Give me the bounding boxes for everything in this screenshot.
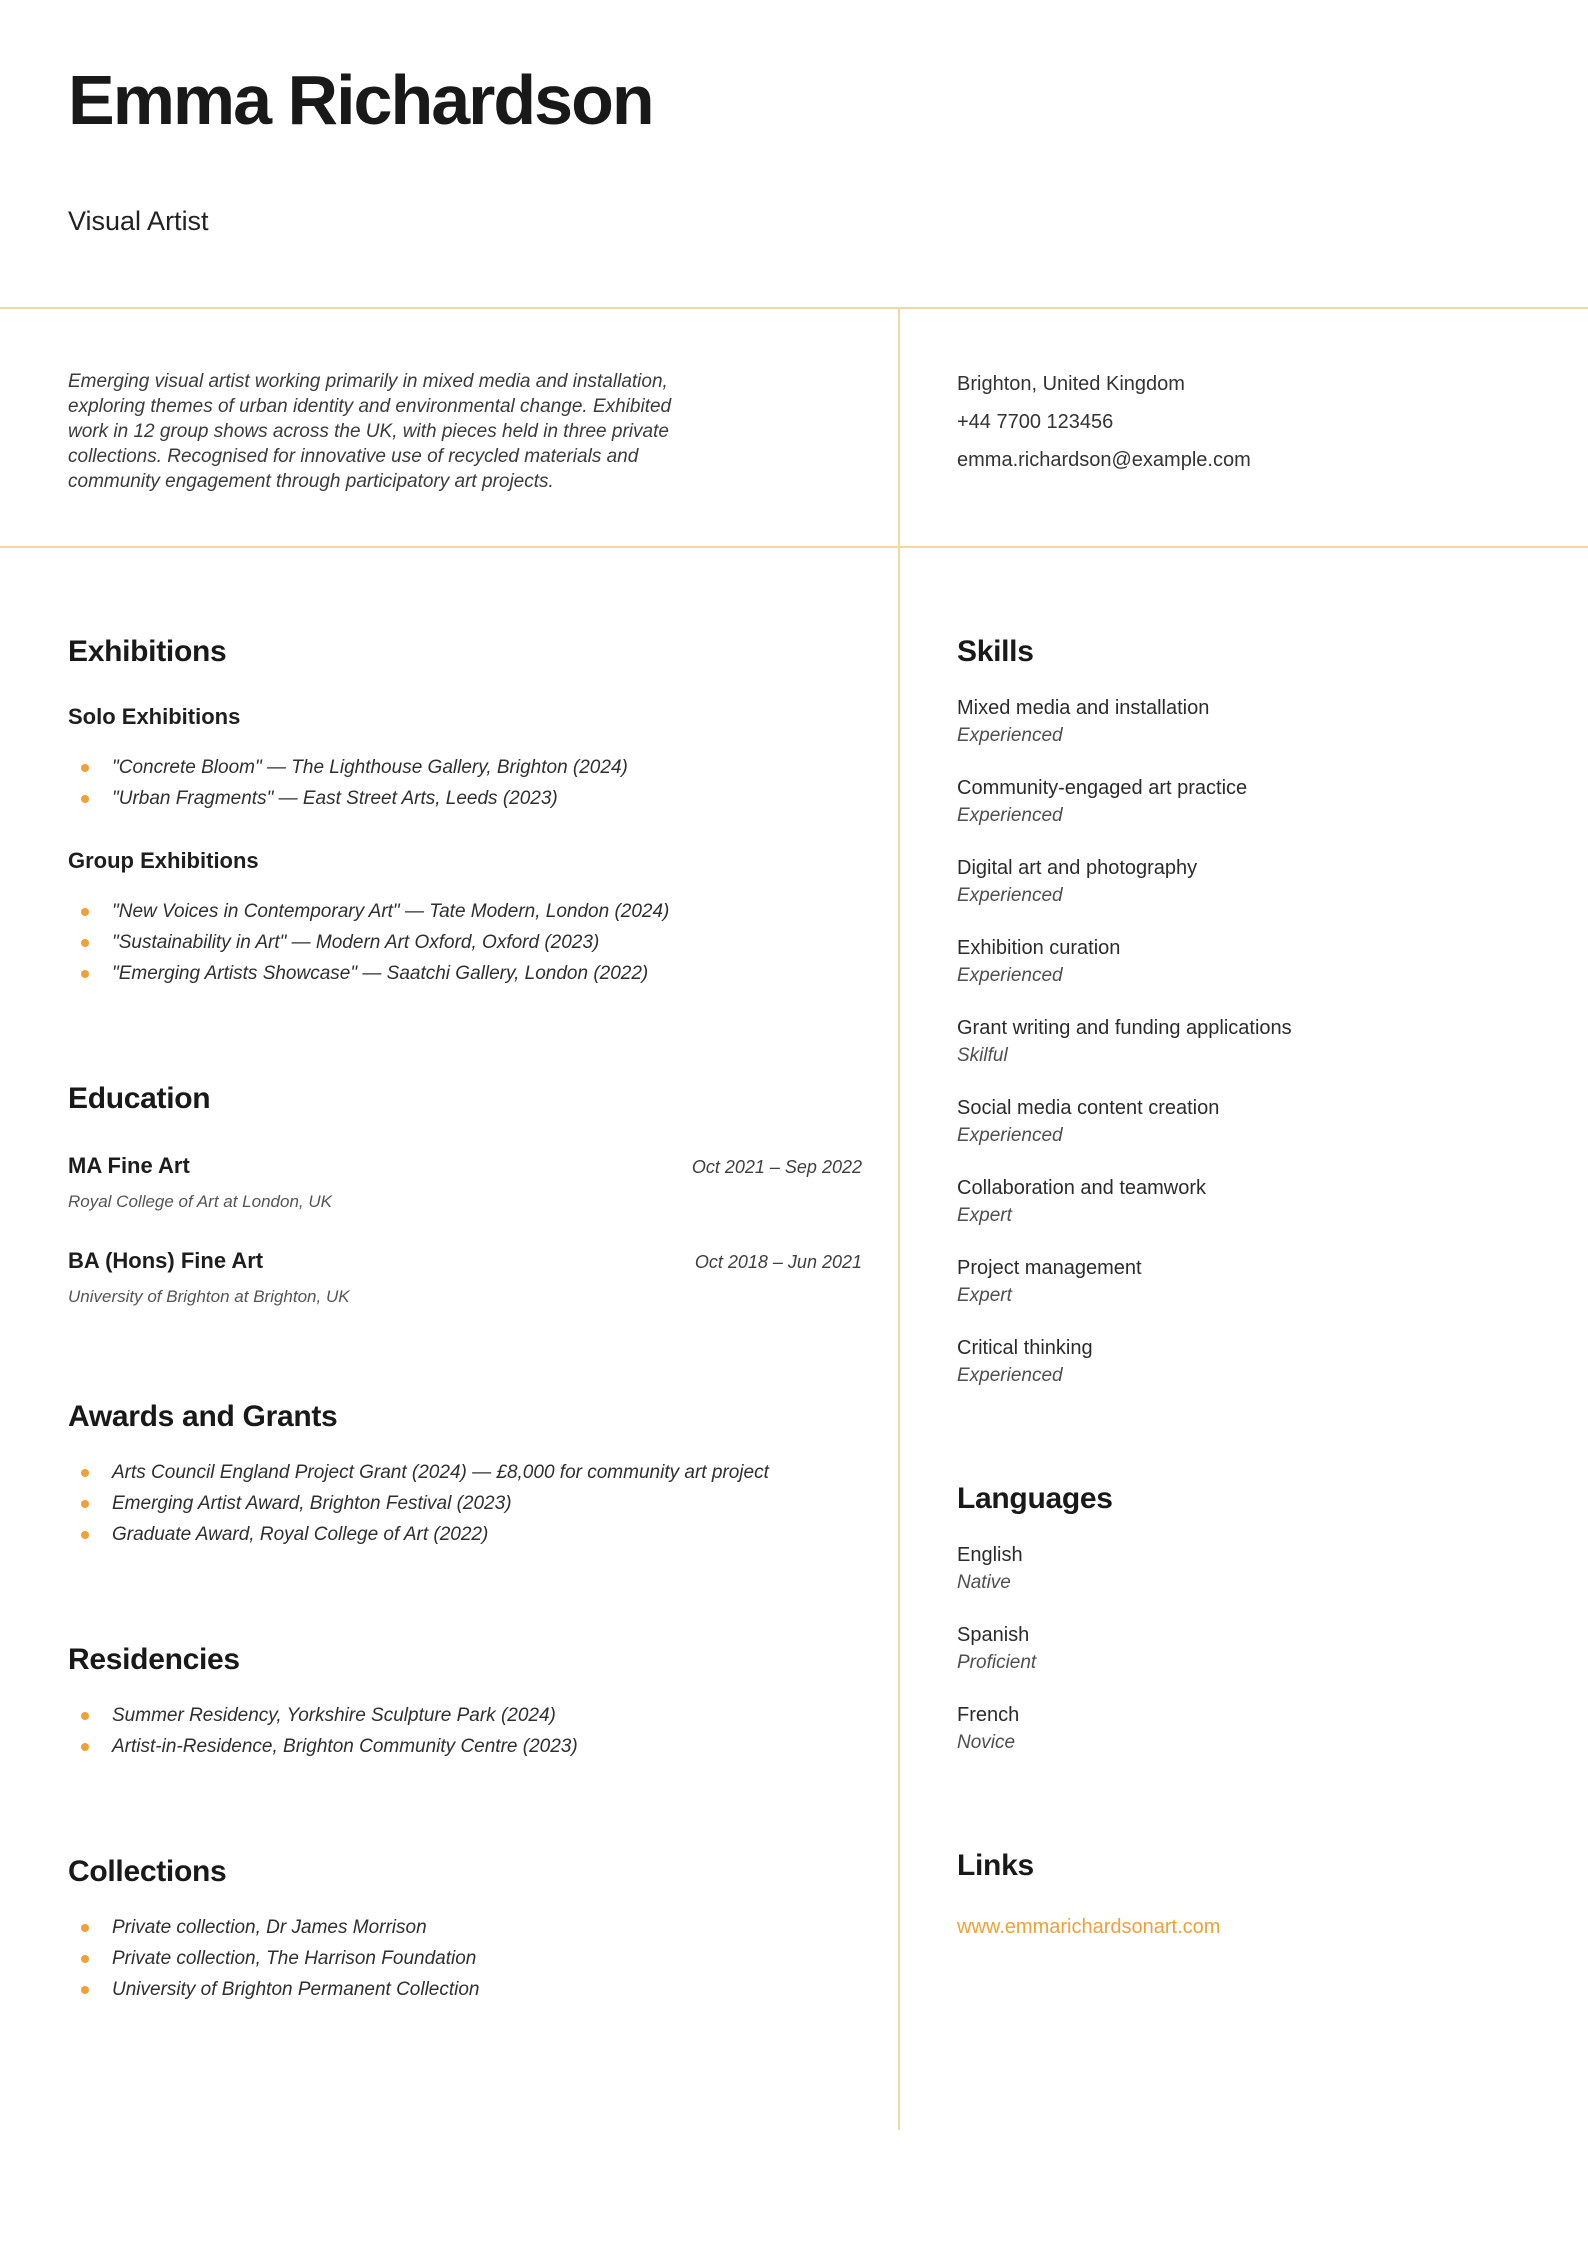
bullet-icon xyxy=(81,970,89,978)
skill-level: Expert xyxy=(957,1284,1012,1306)
skill-name: Exhibition curation xyxy=(957,936,1121,959)
section-links xyxy=(957,1848,1520,1939)
skill-level: Experienced xyxy=(957,1124,1063,1146)
contact-email: emma.richardson@example.com xyxy=(957,448,1251,471)
main-content xyxy=(0,548,1588,2130)
language-level: Novice xyxy=(957,1731,1016,1753)
bullet-icon xyxy=(81,1986,89,1994)
skill-item xyxy=(957,934,1520,989)
list-item xyxy=(68,1488,862,1519)
skills-list xyxy=(957,694,1520,1389)
section-heading: Skills xyxy=(957,634,1034,668)
section-collections xyxy=(68,1854,862,2005)
bullet-icon xyxy=(81,1924,89,1932)
list-item-text: "Sustainability in Art" — Modern Art Oxford, Oxford (2023) xyxy=(112,931,600,953)
language-level: Native xyxy=(957,1571,1011,1593)
residencies-list xyxy=(68,1700,862,1762)
language-item xyxy=(957,1701,1520,1756)
subsection-heading: Solo Exhibitions xyxy=(68,703,241,729)
person-name: Emma Richardson xyxy=(68,61,653,139)
contact-location: Brighton, United Kingdom xyxy=(957,372,1185,395)
list-item xyxy=(68,927,862,958)
skill-name: Grant writing and funding applications xyxy=(957,1016,1292,1039)
language-level: Proficient xyxy=(957,1651,1037,1673)
education-entry xyxy=(68,1153,862,1212)
skill-item xyxy=(957,1334,1520,1389)
section-heading: Languages xyxy=(957,1481,1113,1515)
section-skills xyxy=(957,634,1520,1389)
bullet-icon xyxy=(81,795,89,803)
solo-exhibitions-list xyxy=(68,752,862,814)
bullet-icon xyxy=(81,1469,89,1477)
skill-item xyxy=(957,854,1520,909)
skill-item xyxy=(957,1094,1520,1149)
institution: University of Brighton at Brighton, UK xyxy=(68,1286,350,1306)
intro-band xyxy=(0,307,1588,548)
bullet-icon xyxy=(81,1531,89,1539)
section-heading: Exhibitions xyxy=(68,634,227,668)
skill-level: Skilful xyxy=(957,1044,1008,1066)
bullet-icon xyxy=(81,764,89,772)
list-item-text: Artist-in-Residence, Brighton Community Centre (2023) xyxy=(112,1735,578,1757)
skill-level: Expert xyxy=(957,1204,1012,1226)
contact-panel xyxy=(900,309,1588,546)
skill-level: Experienced xyxy=(957,884,1063,906)
language-item xyxy=(957,1621,1520,1676)
bullet-icon xyxy=(81,1712,89,1720)
list-item-text: "New Voices in Contemporary Art" — Tate Modern, London (2024) xyxy=(112,900,670,922)
list-item-text: Summer Residency, Yorkshire Sculpture Park (2024) xyxy=(112,1704,556,1726)
education-entry xyxy=(68,1248,862,1307)
section-heading: Collections xyxy=(68,1854,227,1888)
list-item-text: University of Brighton Permanent Collection xyxy=(112,1978,480,2000)
list-item-text: Private collection, Dr James Morrison xyxy=(112,1916,427,1938)
list-item xyxy=(68,1731,862,1762)
languages-list xyxy=(957,1541,1520,1756)
language-name: English xyxy=(957,1543,1023,1566)
website-link[interactable]: www.emmarichardsonart.com xyxy=(957,1915,1221,1938)
list-item xyxy=(68,1974,862,2005)
section-awards xyxy=(68,1399,862,1550)
list-item xyxy=(68,783,862,814)
education-entry-header xyxy=(68,1153,862,1179)
skill-item xyxy=(957,1254,1520,1309)
degree: MA Fine Art xyxy=(68,1152,190,1178)
person-title: Visual Artist xyxy=(68,205,209,236)
language-item xyxy=(957,1541,1520,1596)
contact-phone: +44 7700 123456 xyxy=(957,410,1114,433)
list-item xyxy=(68,752,862,783)
skill-name: Mixed media and installation xyxy=(957,696,1210,719)
section-education xyxy=(68,1081,862,1307)
group-exhibitions-list xyxy=(68,896,862,989)
list-item xyxy=(68,1943,862,1974)
list-item-text: Emerging Artist Award, Brighton Festival (2023) xyxy=(112,1492,512,1514)
section-heading: Awards and Grants xyxy=(68,1399,338,1433)
skill-level: Experienced xyxy=(957,724,1063,746)
subsection-heading: Group Exhibitions xyxy=(68,847,259,873)
skill-name: Social media content creation xyxy=(957,1096,1220,1119)
left-column xyxy=(0,548,900,2130)
list-item-text: Private collection, The Harrison Foundation xyxy=(112,1947,477,1969)
section-heading: Links xyxy=(957,1848,1034,1882)
date-range: Oct 2021 – Sep 2022 xyxy=(691,1156,862,1177)
list-item xyxy=(68,1912,862,1943)
summary-text: Emerging visual artist working primarily in mixed media and installation, exploring themes of urban identity and environmental change. Exhibited work in 12 group shows across the UK, with pieces held in three private collections. Recognised for innovative use of recycled materials and community engagement through participatory art projects. xyxy=(68,370,672,492)
skill-name: Project management xyxy=(957,1256,1142,1279)
skill-level: Experienced xyxy=(957,964,1063,986)
list-item xyxy=(68,1519,862,1550)
skill-name: Community-engaged art practice xyxy=(957,776,1248,799)
collections-list xyxy=(68,1912,862,2005)
skill-item xyxy=(957,1174,1520,1229)
section-heading: Education xyxy=(68,1081,211,1115)
language-name: French xyxy=(957,1703,1020,1726)
skill-item xyxy=(957,774,1520,829)
list-item-text: "Concrete Bloom" — The Lighthouse Gallery, Brighton (2024) xyxy=(112,756,628,778)
list-item xyxy=(68,1457,862,1488)
list-item xyxy=(68,896,862,927)
awards-list xyxy=(68,1457,862,1550)
right-column xyxy=(900,548,1588,2130)
skill-name: Collaboration and teamwork xyxy=(957,1176,1207,1199)
section-heading: Residencies xyxy=(68,1642,240,1676)
skill-level: Experienced xyxy=(957,1364,1063,1386)
language-name: Spanish xyxy=(957,1623,1030,1646)
skill-item xyxy=(957,694,1520,749)
bullet-icon xyxy=(81,939,89,947)
degree: BA (Hons) Fine Art xyxy=(68,1247,264,1273)
list-item-text: Arts Council England Project Grant (2024) — £8,000 for community art project xyxy=(112,1461,769,1483)
header xyxy=(0,0,1588,237)
summary-panel xyxy=(0,309,900,546)
list-item xyxy=(68,958,862,989)
education-entry-header xyxy=(68,1248,862,1274)
list-item-text: "Emerging Artists Showcase" — Saatchi Gallery, London (2022) xyxy=(112,962,649,984)
section-residencies xyxy=(68,1642,862,1762)
bullet-icon xyxy=(81,1955,89,1963)
skill-name: Digital art and photography xyxy=(957,856,1198,879)
list-item-text: "Urban Fragments" — East Street Arts, Leeds (2023) xyxy=(112,787,558,809)
bullet-icon xyxy=(81,1743,89,1751)
bullet-icon xyxy=(81,1500,89,1508)
list-item-text: Graduate Award, Royal College of Art (2022) xyxy=(112,1523,489,1545)
institution: Royal College of Art at London, UK xyxy=(68,1191,332,1211)
skill-item xyxy=(957,1014,1520,1069)
skill-level: Experienced xyxy=(957,804,1063,826)
list-item xyxy=(68,1700,862,1731)
skill-name: Critical thinking xyxy=(957,1336,1093,1359)
section-languages xyxy=(957,1481,1520,1756)
bullet-icon xyxy=(81,908,89,916)
date-range: Oct 2018 – Jun 2021 xyxy=(694,1251,862,1272)
section-exhibitions xyxy=(68,634,862,989)
